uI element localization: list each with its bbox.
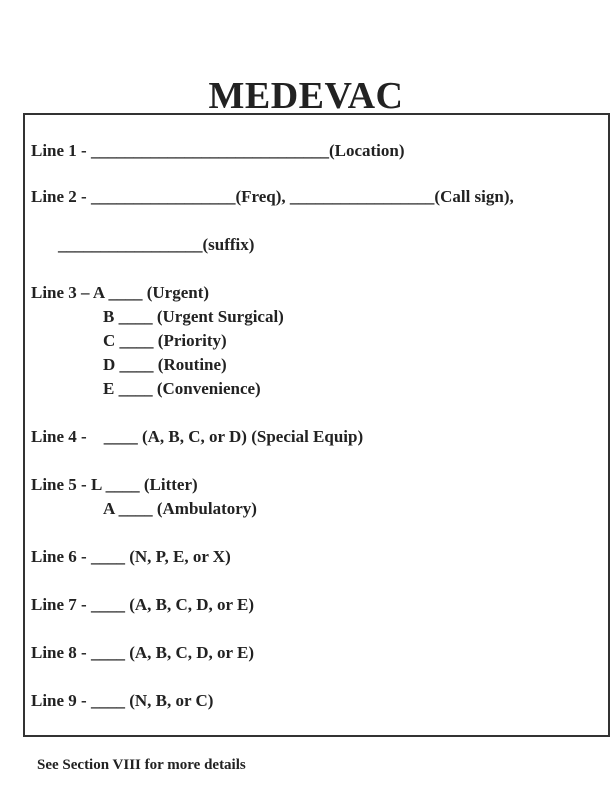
line-6: Line 6 - ____ (N, P, E, or X) <box>31 547 231 566</box>
line-3-routine: D ____ (Routine) <box>103 355 227 374</box>
line-3-urgent-surgical: B ____ (Urgent Surgical) <box>103 307 284 326</box>
line-3-urgent: Line 3 – A ____ (Urgent) <box>31 283 210 302</box>
line-9: Line 9 - ____ (N, B, or C) <box>31 691 214 710</box>
line-7: Line 7 - ____ (A, B, C, D, or E) <box>31 595 255 614</box>
line-4-special-equip: Line 4 - ____ (A, B, C, or D) (Special Equip) <box>31 427 364 446</box>
line-3-priority: C ____ (Priority) <box>103 331 227 350</box>
line-2-suffix: _________________(suffix) <box>58 235 255 254</box>
line-2-freq-callsign: Line 2 - _________________(Freq), _________________(Call sign), <box>31 187 514 206</box>
line-5-ambulatory: A ____ (Ambulatory) <box>103 499 257 518</box>
line-1-location: Line 1 - ____________________________(Location) <box>31 141 405 160</box>
footer-note: See Section VIII for more details <box>37 757 246 773</box>
line-5-litter: Line 5 - L ____ (Litter) <box>31 475 198 494</box>
page-title: MEDEVAC <box>208 75 404 117</box>
line-8: Line 8 - ____ (A, B, C, D, or E) <box>31 643 255 662</box>
line-3-convenience: E ____ (Convenience) <box>103 379 261 398</box>
